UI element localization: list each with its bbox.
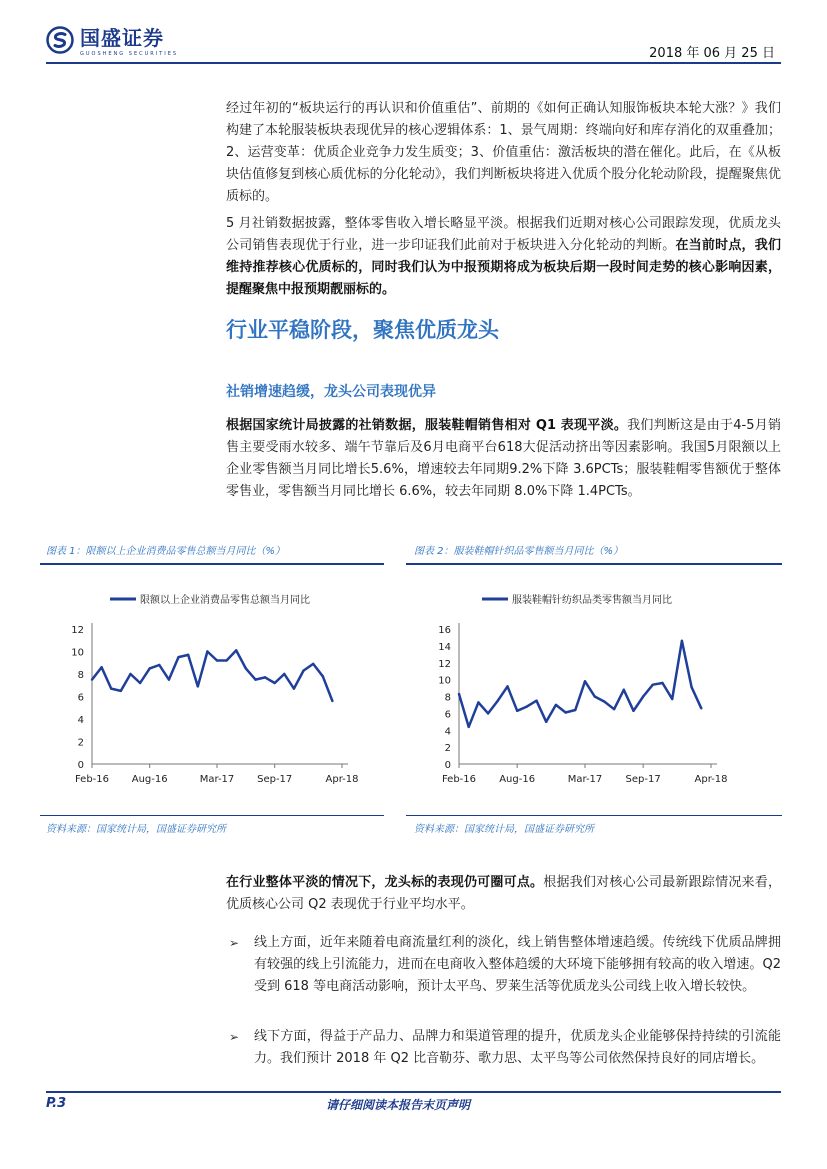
y-tick-label: 10 bbox=[71, 647, 84, 659]
chart-2-top-rule bbox=[406, 563, 782, 565]
intro-paragraph-2-bold: 在当前时点，我们维持推荐核心优质标的，同时我们认为中报预期将成为板块后期一段时间走势的核心影响因素，提醒聚焦中报预期靓丽标的。 bbox=[226, 238, 781, 297]
x-tick-label: Sep-17 bbox=[625, 774, 661, 785]
data-point bbox=[487, 712, 489, 714]
data-point bbox=[661, 682, 663, 684]
y-tick-label: 12 bbox=[438, 658, 451, 670]
x-tick-label: Aug-16 bbox=[131, 774, 168, 785]
data-point bbox=[652, 683, 654, 685]
series-line-1 bbox=[92, 650, 332, 701]
data-point bbox=[216, 659, 218, 661]
data-point bbox=[273, 682, 275, 684]
data-point bbox=[264, 676, 266, 678]
footer-disclaimer: 请仔细阅读本报告末页声明 bbox=[326, 1098, 471, 1112]
data-point bbox=[593, 695, 595, 697]
bullet-arrow-icon: ➢ bbox=[229, 1030, 240, 1044]
x-tick-label: Apr-18 bbox=[694, 774, 728, 785]
intro-paragraph-2-text: 5 月社销数据披露，整体零售收入增长略显平淡。根据我们近期对核心公司跟踪发现，优质龙头公司销售表现优于行业，进一步印证我们此前对于板块进入分化轮动的判断。 bbox=[226, 216, 781, 253]
data-point bbox=[632, 710, 634, 712]
bullet-item-online: 线上方面，近年来随着电商流量红利的淡化，线上销售整体增速趋缓。传统线下优质品牌拥有较强的线上引流能力，进而在电商收入整体趋缓的大环境下能够拥有较高的收入增速。Q2 受到 618 等电商活动影响，预计太平鸟、罗莱生活等优质龙头公司线上收入增长较快。 bbox=[254, 935, 781, 994]
data-point bbox=[100, 666, 102, 668]
data-point bbox=[574, 709, 576, 711]
data-point bbox=[312, 663, 314, 665]
data-point bbox=[158, 664, 160, 666]
chart-2-title: 图表 2：服装鞋帽针织品零售额当月同比（%） bbox=[414, 546, 624, 557]
y-tick-label: 8 bbox=[77, 670, 84, 681]
data-point bbox=[331, 700, 333, 702]
data-point bbox=[197, 685, 199, 687]
data-point bbox=[623, 689, 625, 691]
x-tick-label: Feb-16 bbox=[441, 774, 477, 785]
x-tick-label: Aug-16 bbox=[499, 774, 536, 785]
data-point bbox=[603, 700, 605, 702]
data-point bbox=[545, 721, 547, 723]
data-point bbox=[168, 678, 170, 680]
y-tick-label: 2 bbox=[77, 737, 84, 749]
legend-label: 限额以上企业消费品零售总额当月同比 bbox=[140, 595, 310, 606]
data-point bbox=[120, 690, 122, 692]
x-tick-label: Feb-16 bbox=[74, 774, 110, 785]
chart-1-source: 资料来源：国家统计局，国盛证券研究所 bbox=[46, 824, 226, 835]
data-point bbox=[555, 704, 557, 706]
section-title: 行业平稳阶段，聚焦优质龙头 bbox=[226, 318, 499, 342]
x-tick-label: Mar-17 bbox=[199, 774, 235, 785]
data-point bbox=[671, 698, 673, 700]
y-tick-label: 2 bbox=[444, 743, 451, 755]
y-tick-label: 4 bbox=[77, 715, 84, 726]
analysis-text: 我们判断这是由于4-5月销售主要受雨水较多、端午节靠后及6月电商平台618大促活动挤出等因素影响。我国5月限额以上企业零售额当月同比增长5.6%，增速较去年同期9.2%下降 3.6PCTs；服装鞋帽零售额优于整体零售业，零售额当月同比增长 6.6%，较去年同期 8.0%下降 1.4PCTs。 bbox=[226, 418, 781, 499]
data-point bbox=[564, 711, 566, 713]
conclusion-bold-lead: 在行业整体平淡的情况下，龙头标的表现仍可圈可点。 bbox=[226, 875, 544, 890]
y-tick-label: 8 bbox=[444, 692, 451, 704]
series-line-2 bbox=[459, 641, 701, 727]
brand-subtitle: GUOSHENG SECURITIES bbox=[80, 51, 179, 57]
x-tick-label: Sep-17 bbox=[257, 774, 293, 785]
bullet-arrow-icon: ➢ bbox=[229, 936, 240, 950]
y-tick-label: 10 bbox=[438, 675, 451, 687]
analysis-paragraph bbox=[226, 415, 781, 503]
intro-paragraph-1: 经过年初的“板块运行的再认识和价值重估”、前期的《如何正确认知服饰板块本轮大涨？》我们构建了本轮服装板块表现优异的核心逻辑体系：1、景气周期：终端向好和库存消化的双重叠加；2、运营变革：优质企业竞争力发生质变；3、价值重估：激活板块的潜在催化。此后，在《从板块估值修复到核心质优标的分化轮动》，我们判断板块将进入优质个股分化轮动阶段，提醒聚焦优质标的。 bbox=[226, 101, 781, 204]
data-point bbox=[642, 695, 644, 697]
data-point bbox=[129, 673, 131, 675]
data-point bbox=[254, 678, 256, 680]
data-point bbox=[283, 673, 285, 675]
conclusion-text: 根据我们对核心公司最新跟踪情况来看，优质核心公司 Q2 表现优于行业平均水平。 bbox=[226, 875, 781, 912]
y-tick-label: 14 bbox=[438, 641, 451, 653]
chart-2-bottom-rule bbox=[406, 815, 782, 816]
footer-divider bbox=[46, 1091, 781, 1093]
x-tick-label: Apr-18 bbox=[325, 774, 359, 785]
conclusion-paragraph bbox=[226, 872, 781, 916]
data-point bbox=[245, 667, 247, 669]
y-tick-label: 0 bbox=[444, 760, 451, 771]
data-point bbox=[700, 707, 702, 709]
data-point bbox=[535, 700, 537, 702]
y-tick-label: 6 bbox=[444, 709, 451, 721]
y-tick-label: 12 bbox=[71, 625, 84, 636]
data-point bbox=[177, 656, 179, 658]
chart-1-bottom-rule bbox=[40, 815, 384, 816]
data-point bbox=[690, 686, 692, 688]
header-divider bbox=[46, 62, 781, 64]
analysis-bold-lead: 根据国家统计局披露的社销数据，服装鞋帽销售相对 Q1 表现平淡。 bbox=[226, 418, 628, 433]
data-point bbox=[302, 669, 304, 671]
data-point bbox=[235, 649, 237, 651]
legend-label: 服装鞋帽针纺织品类零售额当月同比 bbox=[512, 595, 672, 606]
data-point bbox=[187, 654, 189, 656]
sub-section-title: 社销增速趋缓，龙头公司表现优异 bbox=[226, 384, 436, 400]
data-point bbox=[516, 710, 518, 712]
chart-1-top-rule bbox=[40, 563, 384, 565]
intro-paragraph-2 bbox=[226, 213, 781, 301]
data-point bbox=[506, 685, 508, 687]
chart-1 bbox=[40, 575, 384, 785]
y-tick-label: 6 bbox=[77, 692, 84, 704]
data-point bbox=[148, 667, 150, 669]
data-point bbox=[293, 687, 295, 689]
x-tick-label: Mar-17 bbox=[567, 774, 603, 785]
data-point bbox=[613, 708, 615, 710]
page-number: P.3 bbox=[46, 1096, 67, 1111]
chart-2 bbox=[406, 575, 782, 785]
data-point bbox=[458, 693, 460, 695]
bullet-item-offline: 线下方面，得益于产品力、品牌力和渠道管理的提升，优质龙头企业能够保持持续的引流能力。我们预计 2018 年 Q2 比音勒芬、歌力思、太平鸟等公司依然保持良好的同店增长。 bbox=[254, 1029, 781, 1066]
data-point bbox=[91, 678, 93, 680]
data-point bbox=[206, 650, 208, 652]
data-point bbox=[497, 700, 499, 702]
data-point bbox=[681, 640, 683, 642]
data-point bbox=[467, 726, 469, 728]
data-point bbox=[139, 682, 141, 684]
y-tick-label: 16 bbox=[438, 625, 451, 636]
report-date: 2018 年 06 月 25 日 bbox=[649, 46, 775, 61]
data-point bbox=[110, 687, 112, 689]
y-tick-label: 4 bbox=[444, 726, 451, 738]
company-logo-icon bbox=[46, 26, 74, 54]
data-point bbox=[322, 675, 324, 677]
data-point bbox=[526, 705, 528, 707]
data-point bbox=[584, 680, 586, 682]
brand-name: 国盛证券 bbox=[80, 26, 164, 50]
data-point bbox=[225, 659, 227, 661]
y-tick-label: 0 bbox=[77, 760, 84, 771]
chart-1-title: 图表 1：限额以上企业消费品零售总额当月同比（%） bbox=[46, 546, 286, 557]
data-point bbox=[477, 701, 479, 703]
chart-2-source: 资料来源：国家统计局，国盛证券研究所 bbox=[414, 824, 594, 835]
